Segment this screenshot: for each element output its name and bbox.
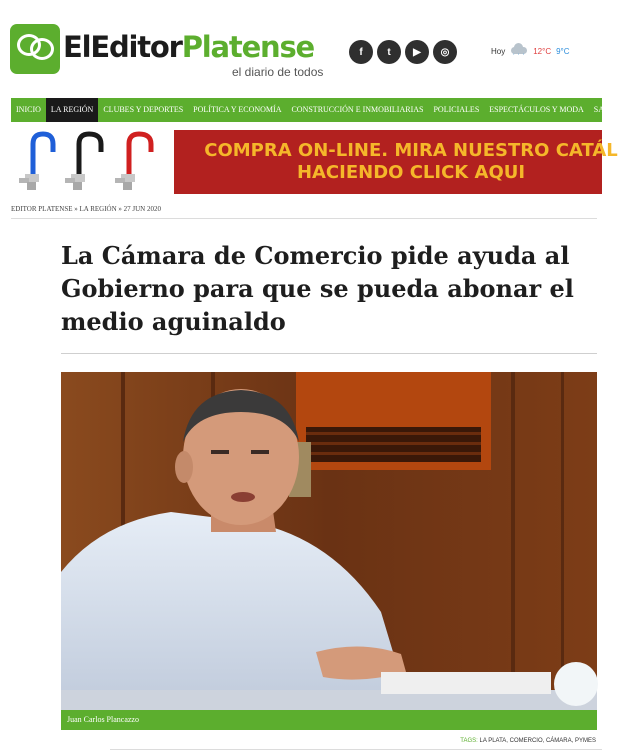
weather-widget xyxy=(491,43,570,59)
ad-banner-line1: COMPRA ON-LINE. MIRA NUESTRO CATÁL xyxy=(204,140,618,161)
breadcrumb-separator: » xyxy=(118,205,122,213)
twitter-icon[interactable]: t xyxy=(377,40,401,64)
instagram-icon[interactable]: ◎ xyxy=(433,40,457,64)
rain-cloud-icon: ' ' ' xyxy=(510,43,528,59)
main-nav xyxy=(11,98,609,122)
breadcrumb-separator: » xyxy=(74,205,78,213)
weather-day-label: Hoy xyxy=(491,46,506,56)
logo-text-dark: ElEditor xyxy=(63,30,182,64)
site-logo[interactable] xyxy=(63,30,314,64)
weather-min-temp: 9°C xyxy=(556,46,570,56)
article-tags xyxy=(460,738,596,744)
divider xyxy=(110,749,602,750)
breadcrumb-date: 27 JUN 2020 xyxy=(123,205,161,213)
logo-text-green: Platense xyxy=(181,30,315,64)
ad-banner[interactable] xyxy=(11,130,618,194)
divider xyxy=(61,353,597,354)
ad-banner-line2: HACIENDO CLICK AQUI xyxy=(296,162,526,183)
nav-item-politica-economia[interactable]: POLÍTICA Y ECONOMÍA xyxy=(193,105,282,114)
logo-icon[interactable] xyxy=(10,24,60,74)
tags-list[interactable]: LA PLATA, COMERCIO, CÁMARA, PYMES xyxy=(479,738,596,744)
nav-item-espectaculos[interactable]: ESPECTÁCULOS Y MODA xyxy=(489,105,584,114)
article-photo xyxy=(61,372,597,712)
nav-item-policiales[interactable]: POLICIALES xyxy=(433,105,480,114)
site-tagline: el diario de todos xyxy=(232,65,324,79)
tags-label: TAGS: xyxy=(460,738,478,744)
social-links xyxy=(349,40,457,64)
weather-max-temp: 12°C xyxy=(533,46,552,56)
nav-item-la-region[interactable]: LA REGIÓN xyxy=(46,98,98,122)
breadcrumb-home[interactable]: EDITOR PLATENSE xyxy=(11,205,73,213)
nav-item-salud[interactable]: SAL xyxy=(593,105,609,114)
divider xyxy=(11,218,597,219)
site-header xyxy=(0,0,602,95)
nav-item-construccion[interactable]: CONSTRUCCIÓN E INMOBILIARIAS xyxy=(291,105,424,114)
photo-caption: Juan Carlos Plancazzo xyxy=(61,710,597,730)
faucet-products-image xyxy=(11,130,174,194)
breadcrumb-section[interactable]: LA REGIÓN xyxy=(79,205,117,213)
nav-item-inicio[interactable]: INICIO xyxy=(16,105,41,114)
facebook-icon[interactable]: f xyxy=(349,40,373,64)
breadcrumb xyxy=(11,205,161,213)
nav-item-clubes-deportes[interactable]: CLUBES Y DEPORTES xyxy=(103,105,184,114)
ad-banner-text xyxy=(181,140,641,184)
youtube-icon[interactable]: ▶ xyxy=(405,40,429,64)
article-title: La Cámara de Comercio pide ayuda al Gobierno para que se pueda abonar el medio aguinaldo xyxy=(61,241,574,336)
